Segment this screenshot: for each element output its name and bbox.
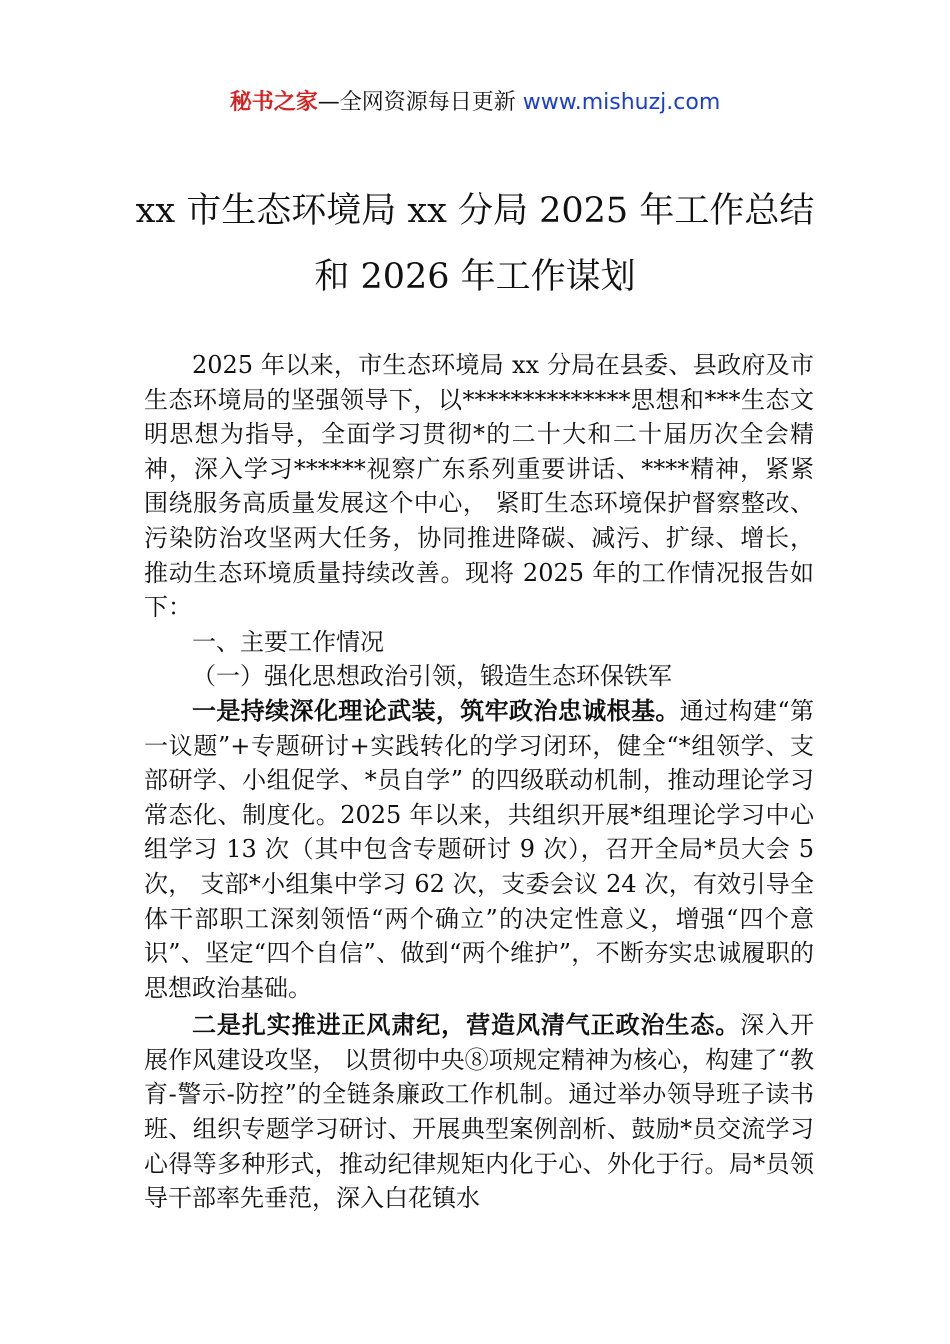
document-title — [0, 178, 950, 310]
paragraph-1 — [144, 694, 814, 1005]
site-header — [0, 86, 950, 120]
subsection-heading: （一）强化思想政治引领，锻造生态环保铁军 — [192, 662, 672, 691]
site-slogan: —全网资源每日更新 — [317, 90, 523, 115]
site-brand: 秘书之家 — [229, 90, 318, 115]
paragraph-1-lead: 一是持续深化理论武装，筑牢政治忠诚根基。 — [192, 696, 680, 725]
paragraph-2-lead: 二是扎实推进正风肃纪，营造风清气正政治生态。 — [192, 1011, 741, 1040]
site-url-link[interactable]: www.mishuzj.com — [522, 90, 721, 115]
paragraph-1-body: 通过构建“第一议题”+专题研讨+实践转化的学习闭环，健全“*组领学、支部研学、小组促学、*员自学” 的四级联动机制，推动理论学习常态化、制度化。2025 年以来，共组织开展*组理论学习中心组学习 13 次（其中包含专题研讨 9 次），召开全局*员大会 5 次， 支部*小组集中学习 62 次，支委会议 24 次，有效引导全体干部职工深刻领悟“两个确立”的决定性意义，增强“四个意识”、坚定“四个自信”、做到“两个维护”，不断夯实忠诚履职的思想政治基础。 — [144, 696, 814, 1002]
paragraph-2-body: 深入开展作风建设攻坚， 以贯彻中央⑧项规定精神为核心，构建了“教育-警示-防控”的全链条廉政工作机制。通过举办领导班子读书班、组织专题学习研讨、开展典型案例剖析、鼓励*员交流学习心得等多种形式，推动纪律规矩内化于心、外化于行。局*员领导干部率先垂范，深入白花镇水 — [144, 1011, 815, 1213]
document-body — [144, 348, 814, 1216]
intro-paragraph: 2025 年以来，市生态环境局 xx 分局在县委、县政府及市生态环境局的坚强领导下，以**************思想和***生态文明思想为指导，全面学习贯彻*的二十大和二十届历次全会精神，深入学习******视察广东系列重要讲话、****精神，紧紧围绕服务高质量发展这个中心， 紧盯生态环境保护督察整改、污染防治攻坚两大任务，协同推进降碳、减污、扩绿、增长，推动生态环境质量持续改善。现将 2025 年的工作情况报告如下： — [144, 351, 814, 622]
section-heading: 一、主要工作情况 — [192, 627, 384, 656]
paragraph-2 — [144, 1008, 814, 1216]
title-line-1: xx 市生态环境局 xx 分局 2025 年工作总结 — [135, 191, 815, 231]
title-line-2: 和 2026 年工作谋划 — [314, 257, 636, 297]
